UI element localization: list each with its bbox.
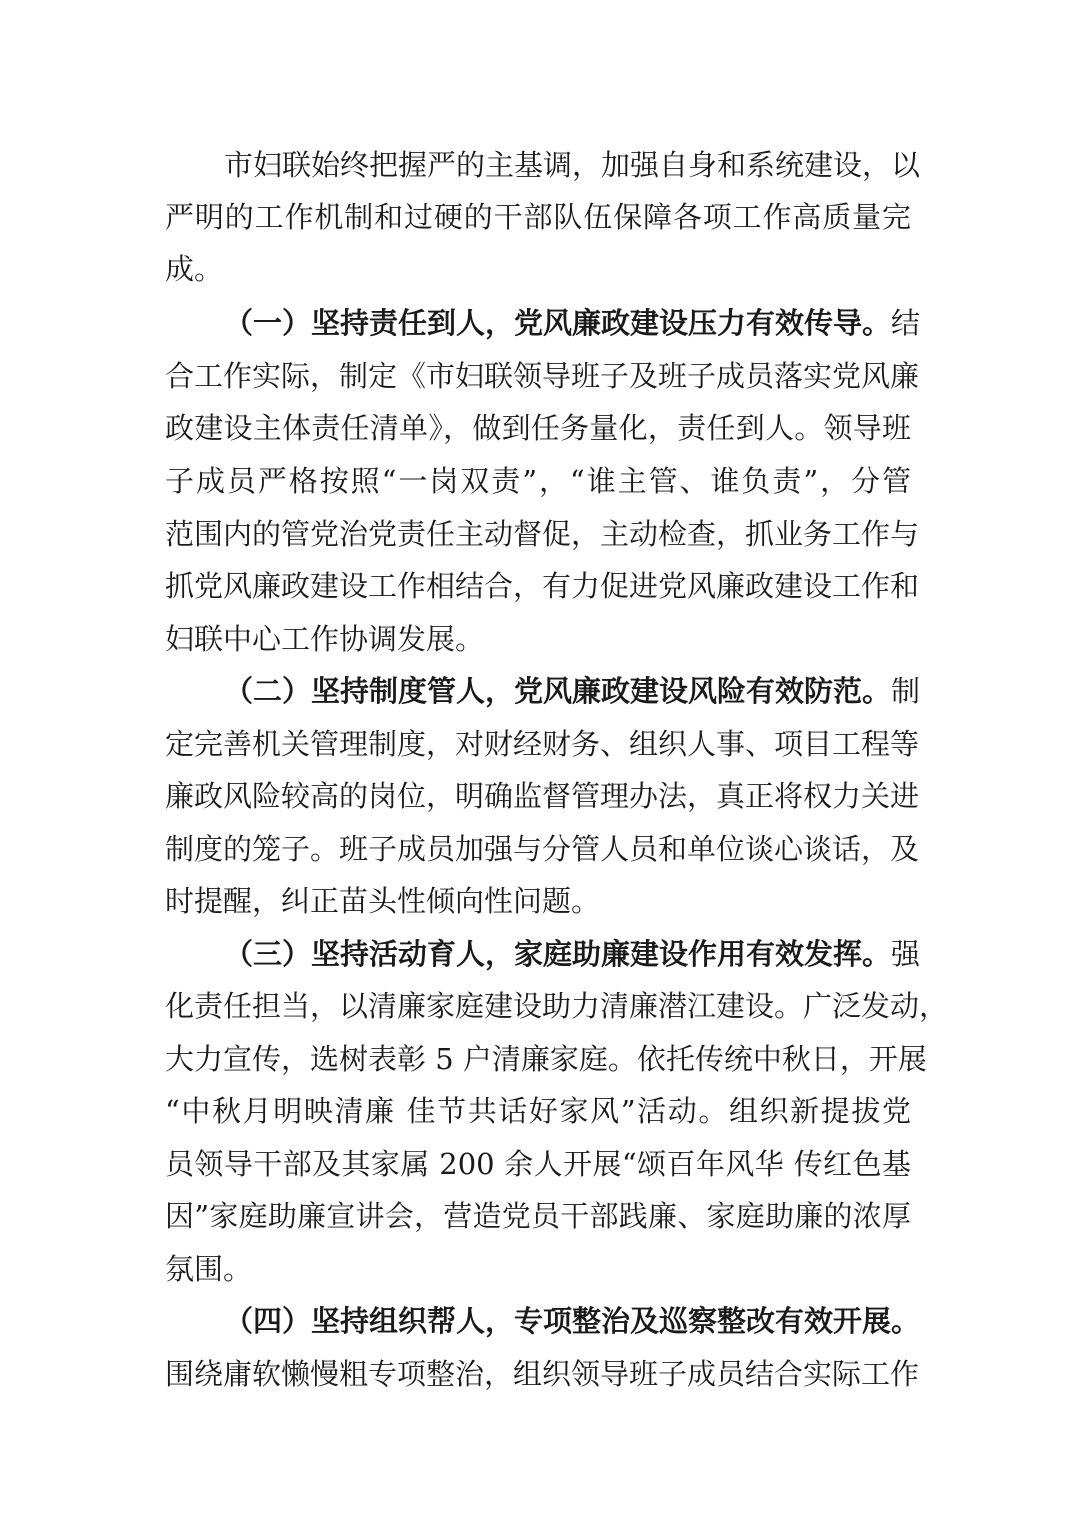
section-1-line: 抓党风廉政建设工作相结合，有力促进党风廉政建设工作和 (165, 569, 920, 603)
section-2-first-line (224, 671, 921, 711)
section-4-heading: （四）坚持组织帮人，专项整治及巡察整改有效开展。 (224, 1304, 921, 1338)
intro-line: 严明的工作机制和过硬的干部队伍保障各项工作高质量完 (165, 200, 911, 234)
section-3-line: “中秋月明映清廉 佳节共话好家风”活动。组织新提拔党 (165, 1094, 911, 1128)
section-4-first-line (224, 1301, 921, 1341)
section-2-line: 定完善机关管理制度，对财经财务、组织人事、项目工程等 (165, 727, 920, 761)
section-1-line: 范围内的管党治党责任主动督促，主动检查，抓业务工作与 (165, 517, 920, 551)
section-3-line: 大力宣传，选树表彰 5 户清廉家庭。依托传统中秋日，开展 (165, 1042, 927, 1076)
section-2-line: 廉政风险较高的岗位，明确监督管理办法，真正将权力关进 (165, 779, 920, 813)
section-3-heading: （三）坚持活动育人，家庭助廉建设作用有效发挥。 (224, 937, 892, 971)
section-3-line: 氛围。 (165, 1252, 253, 1286)
section-1-first-line (224, 303, 921, 343)
section-1-line: 妇联中心工作协调发展。 (165, 622, 485, 656)
intro-line: 成。 (165, 252, 224, 286)
section-1-heading: （一）坚持责任到人，党风廉政建设压力有效传导。 (224, 306, 892, 340)
section-1-line: 合工作实际，制定《市妇联领导班子及班子成员落实党风廉 (165, 359, 920, 393)
section-3-line: 员领导干部及其家属 200 余人开展“颂百年风华 传红色基 (165, 1147, 911, 1181)
section-2-line: 时提醒，纠正苗头性倾向性问题。 (165, 884, 601, 918)
section-3-first-line (224, 934, 921, 974)
section-2-heading: （二）坚持制度管人，党风廉政建设风险有效防范。 (224, 674, 892, 708)
section-3-line: 因”家庭助廉宣讲会，营造党员干部践廉、家庭助廉的浓厚 (165, 1199, 911, 1233)
section-1-first-line-rest: 结 (891, 306, 921, 340)
intro-line: 市妇联始终把握严的主基调，加强自身和系统建设，以 (224, 148, 921, 182)
section-4-line: 围绕庸软懒慢粗专项整治，组织领导班子成员结合实际工作 (165, 1357, 920, 1391)
section-2-line: 制度的笼子。班子成员加强与分管人员和单位谈心谈话，及 (165, 832, 920, 866)
section-3-first-line-rest: 强 (891, 937, 921, 971)
section-1-line: 政建设主体责任清单》，做到任务量化，责任到人。领导班 (165, 411, 911, 445)
section-1-line: 子成员严格按照“一岗双责”，“谁主管、谁负责”，分管 (165, 464, 911, 498)
section-3-line: 化责任担当，以清廉家庭建设助力清廉潜江建设。广泛发动， (165, 989, 949, 1023)
section-2-first-line-rest: 制 (891, 674, 921, 708)
